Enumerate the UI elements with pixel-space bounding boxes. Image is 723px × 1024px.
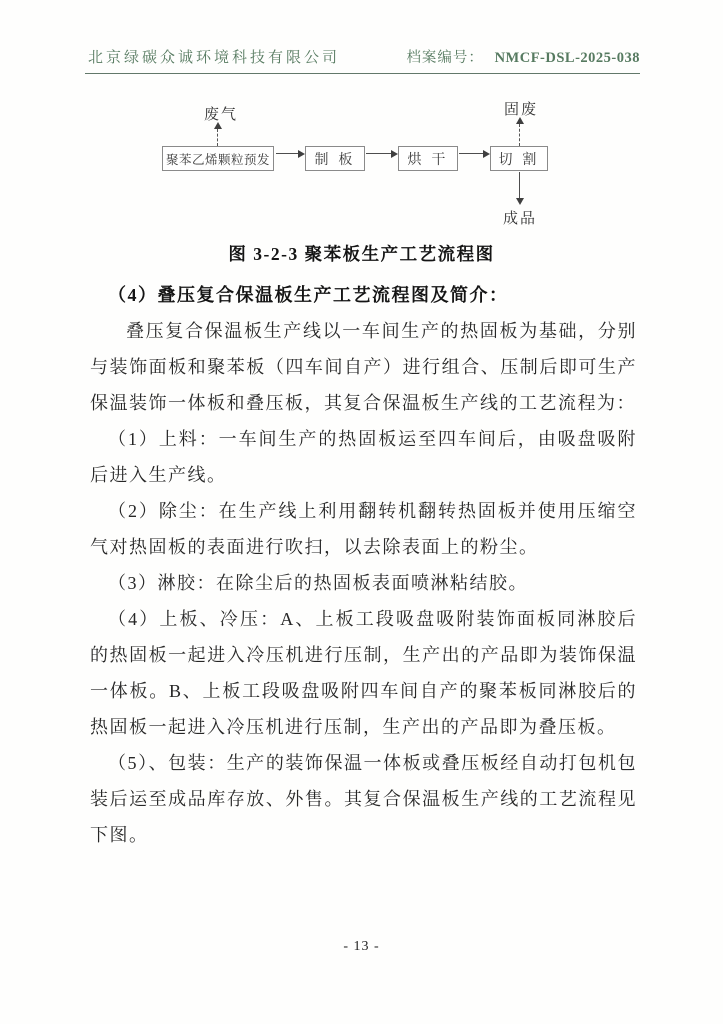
document-body bbox=[90, 277, 637, 853]
arrow-head-down-icon bbox=[516, 198, 524, 205]
body-paragraph: （3）淋胶：在除尘后的热固板表面喷淋粘结胶。 bbox=[108, 573, 528, 593]
flowchart-step-pre-expansion bbox=[162, 146, 274, 171]
body-paragraph: （1）上料：一车间生产的热固板运至四车间后，由吸盘吸附后进入生产线。 bbox=[90, 429, 637, 485]
flowchart-step-board-forming bbox=[305, 146, 365, 171]
waste-gas-label: 废气 bbox=[204, 106, 239, 123]
arrow-line bbox=[459, 153, 483, 155]
arrow-head-right-icon bbox=[298, 150, 305, 158]
header-divider bbox=[85, 73, 640, 74]
arrow-line bbox=[366, 153, 391, 155]
arrow-right-icon bbox=[366, 149, 398, 158]
arrow-line bbox=[519, 172, 521, 198]
archive-number-value: NMCF-DSL-2025-038 bbox=[494, 50, 640, 66]
page-number: - 13 - bbox=[343, 939, 380, 954]
arrow-head-right-icon bbox=[483, 150, 490, 158]
flowchart-step-cutting bbox=[490, 146, 548, 171]
header-company-name: 北京绿碳众诚环境科技有限公司 bbox=[88, 50, 341, 66]
flowchart-step-label: 制 板 bbox=[314, 150, 356, 167]
arrow-right-icon bbox=[459, 149, 490, 158]
flowchart-step-label: 烘 干 bbox=[407, 150, 449, 167]
body-paragraph: （5）、包装：生产的装饰保温一体板或叠压板经自动打包机包装后运至成品库存放、外售。其复合保温板生产线的工艺流程见下图。 bbox=[90, 753, 637, 845]
header-archive-number-group bbox=[406, 46, 640, 67]
flowchart-step-label: 聚苯乙烯颗粒预发 bbox=[165, 152, 270, 167]
figure-caption: 图 3-2-3 聚苯板生产工艺流程图 bbox=[228, 244, 495, 264]
arrow-down-icon bbox=[515, 172, 524, 205]
product-label: 成品 bbox=[503, 210, 538, 227]
dashed-arrow-up-icon bbox=[515, 117, 524, 146]
solid-waste-label: 固废 bbox=[504, 101, 539, 118]
dashed-line bbox=[519, 124, 520, 146]
arrow-head-up-icon bbox=[214, 122, 222, 129]
flowchart-step-label: 切 割 bbox=[498, 150, 540, 167]
arrow-head-right-icon bbox=[391, 150, 398, 158]
section-heading: （4）叠压复合保温板生产工艺流程图及简介： bbox=[108, 285, 509, 305]
dashed-arrow-up-icon bbox=[213, 122, 222, 146]
dashed-line bbox=[217, 129, 218, 146]
arrow-head-up-icon bbox=[516, 117, 524, 124]
process-flowchart bbox=[0, 95, 723, 235]
body-paragraph: （4）上板、冷压：A、上板工段吸盘吸附装饰面板同淋胶后的热固板一起进入冷压机进行压制，生产出的产品即为装饰保温一体板。B、上板工段吸盘吸附四车间自产的聚苯板同淋胶后的热固板一起进入冷压机进行压制，生产出的产品即为叠压板。 bbox=[90, 609, 637, 737]
arrow-line bbox=[276, 153, 298, 155]
arrow-right-icon bbox=[276, 149, 305, 158]
flowchart-step-drying bbox=[398, 146, 458, 171]
archive-number-label: 档案编号： bbox=[406, 50, 484, 66]
body-paragraph: （2）除尘：在生产线上利用翻转机翻转热固板并使用压缩空气对热固板的表面进行吹扫，以去除表面上的粉尘。 bbox=[90, 501, 637, 557]
page-header bbox=[88, 46, 640, 67]
body-paragraph: 叠压复合保温板生产线以一车间生产的热固板为基础，分别与装饰面板和聚苯板（四车间自产）进行组合、压制后即可生产保温装饰一体板和叠压板，其复合保温板生产线的工艺流程为： bbox=[90, 321, 637, 413]
